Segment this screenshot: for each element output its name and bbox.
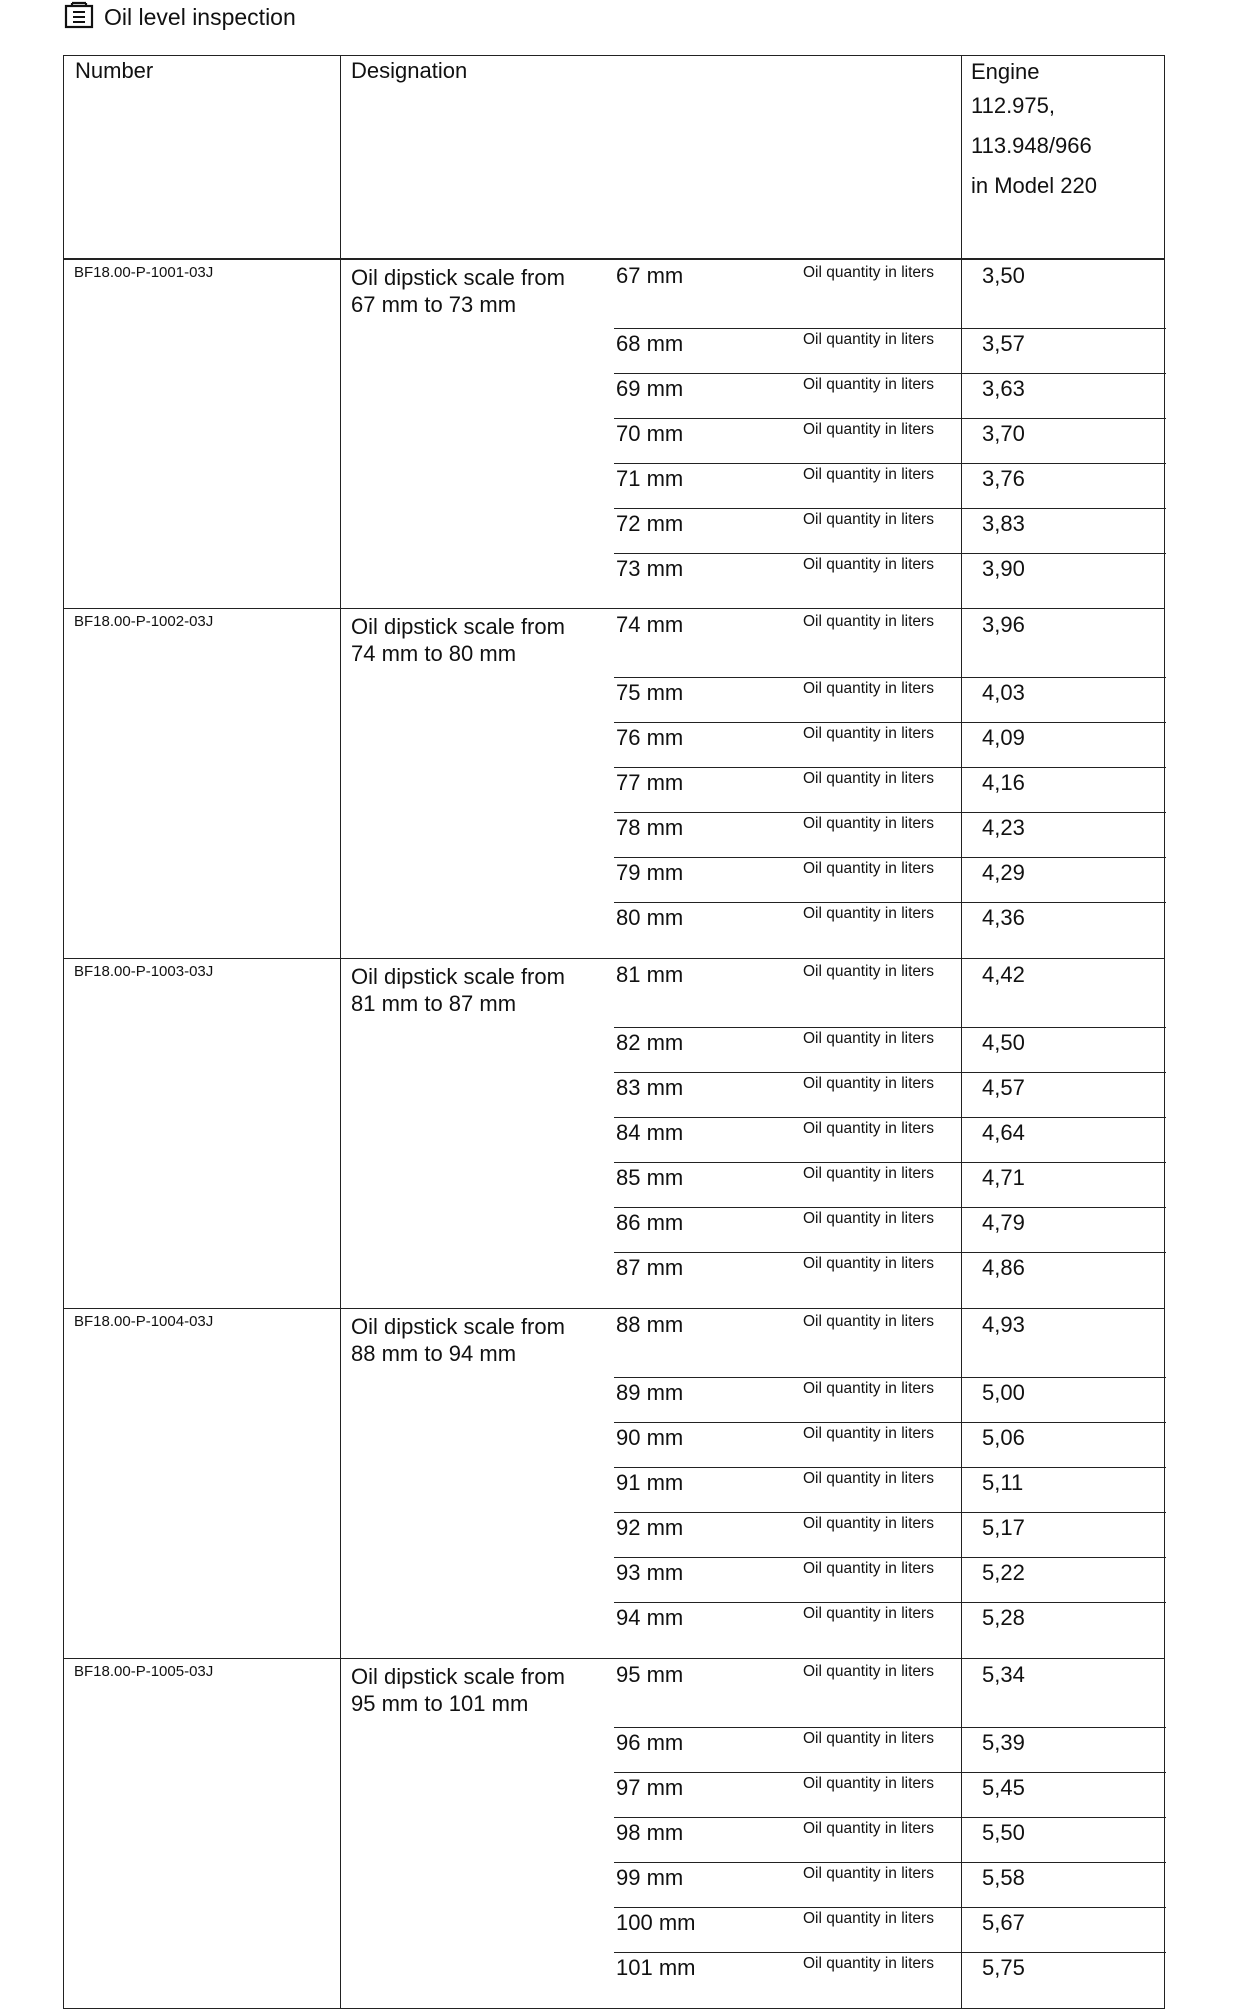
oil-quantity-value: 5,45 <box>982 1775 1025 1800</box>
table-row <box>614 1377 1166 1423</box>
quantity-label: Oil quantity in liters <box>803 556 934 573</box>
oil-quantity-value: 5,11 <box>982 1470 1024 1495</box>
table-row <box>614 373 1166 419</box>
dipstick-reading: 87 mm <box>616 1255 684 1280</box>
column-header-designation: Designation <box>351 58 468 83</box>
engine-line: in Model 220 <box>971 173 1097 198</box>
quantity-label: Oil quantity in liters <box>803 1255 934 1272</box>
part-number: BF18.00-P-1004-03J <box>74 1313 214 1330</box>
oil-quantity-value: 3,76 <box>982 466 1025 491</box>
designation-line: Oil dipstick scale from <box>351 265 565 290</box>
designation <box>351 613 591 667</box>
table-header <box>63 55 1165 259</box>
dipstick-reading: 73 mm <box>616 556 684 581</box>
dipstick-reading: 94 mm <box>616 1605 684 1630</box>
dipstick-reading: 99 mm <box>616 1865 684 1890</box>
table-row <box>614 959 1166 1027</box>
dipstick-reading: 85 mm <box>616 1165 684 1190</box>
oil-quantity-value: 4,29 <box>982 860 1025 885</box>
quantity-label: Oil quantity in liters <box>803 1865 934 1882</box>
oil-quantity-value: 5,39 <box>982 1730 1025 1755</box>
oil-quantity-value: 5,50 <box>982 1820 1025 1845</box>
dipstick-reading: 96 mm <box>616 1730 684 1755</box>
quantity-label: Oil quantity in liters <box>803 1120 934 1137</box>
oil-quantity-value: 4,64 <box>982 1120 1025 1145</box>
oil-quantity-value: 4,86 <box>982 1255 1025 1280</box>
dipstick-reading: 80 mm <box>616 905 684 930</box>
dipstick-reading: 98 mm <box>616 1820 684 1845</box>
oil-quantity-value: 4,23 <box>982 815 1025 840</box>
table-row <box>614 1162 1166 1208</box>
oil-quantity-value: 4,50 <box>982 1030 1025 1055</box>
oil-quantity-value: 3,57 <box>982 331 1025 356</box>
page-title: Oil level inspection <box>104 3 296 30</box>
quantity-label: Oil quantity in liters <box>803 331 934 348</box>
quantity-label: Oil quantity in liters <box>803 1910 934 1927</box>
designation-line: 95 mm to 101 mm <box>351 1691 529 1716</box>
oil-quantity-value: 4,79 <box>982 1210 1025 1235</box>
table-row <box>614 553 1166 611</box>
dipstick-reading: 86 mm <box>616 1210 684 1235</box>
table-row <box>614 1467 1166 1513</box>
table-row <box>614 418 1166 464</box>
quantity-label: Oil quantity in liters <box>803 905 934 922</box>
dipstick-reading: 79 mm <box>616 860 684 885</box>
quantity-label: Oil quantity in liters <box>803 421 934 438</box>
dipstick-reading: 75 mm <box>616 680 684 705</box>
dipstick-reading: 76 mm <box>616 725 684 750</box>
dipstick-reading: 100 mm <box>616 1910 696 1935</box>
table-row <box>614 1207 1166 1253</box>
quantity-label: Oil quantity in liters <box>803 511 934 528</box>
dipstick-reading: 72 mm <box>616 511 684 536</box>
quantity-label: Oil quantity in liters <box>803 1515 934 1532</box>
table-row <box>614 857 1166 903</box>
oil-quantity-value: 4,16 <box>982 770 1025 795</box>
designation-line: Oil dipstick scale from <box>351 964 565 989</box>
oil-quantity-value: 4,93 <box>982 1312 1025 1337</box>
engine-line: 113.948/966 <box>971 133 1092 158</box>
table-row <box>614 902 1166 960</box>
dipstick-reading: 68 mm <box>616 331 684 356</box>
quantity-label: Oil quantity in liters <box>803 1380 934 1397</box>
designation <box>351 1663 591 1717</box>
table-row <box>614 1952 1166 2010</box>
oil-quantity-value: 3,83 <box>982 511 1025 536</box>
table-row <box>614 1309 1166 1377</box>
column-header-number: Number <box>75 58 154 83</box>
dipstick-reading: 70 mm <box>616 421 684 446</box>
oil-quantity-value: 4,03 <box>982 680 1025 705</box>
oil-quantity-value: 4,42 <box>982 962 1025 987</box>
designation-line: 74 mm to 80 mm <box>351 641 517 666</box>
quantity-label: Oil quantity in liters <box>803 1210 934 1227</box>
dipstick-reading: 82 mm <box>616 1030 684 1055</box>
engine-label: Engine <box>971 59 1040 84</box>
quantity-label: Oil quantity in liters <box>803 1605 934 1622</box>
table-row <box>614 1252 1166 1310</box>
designation-line: Oil dipstick scale from <box>351 1664 565 1689</box>
table-row <box>614 1072 1166 1118</box>
dipstick-reading: 77 mm <box>616 770 684 795</box>
engine-line: 112.975, <box>971 93 1056 118</box>
oil-quantity-value: 3,96 <box>982 612 1025 637</box>
oil-quantity-value: 5,28 <box>982 1605 1025 1630</box>
quantity-label: Oil quantity in liters <box>803 613 934 630</box>
oil-quantity-value: 5,58 <box>982 1865 1025 1890</box>
quantity-label: Oil quantity in liters <box>803 1560 934 1577</box>
quantity-label: Oil quantity in liters <box>803 376 934 393</box>
oil-quantity-value: 5,22 <box>982 1560 1025 1585</box>
table-row <box>614 1557 1166 1603</box>
dipstick-reading: 89 mm <box>616 1380 684 1405</box>
page-header <box>64 2 296 32</box>
designation <box>351 1313 591 1367</box>
quantity-label: Oil quantity in liters <box>803 1730 934 1747</box>
quantity-label: Oil quantity in liters <box>803 725 934 742</box>
oil-quantity-value: 4,09 <box>982 725 1025 750</box>
table-row <box>614 1817 1166 1863</box>
dipstick-reading: 90 mm <box>616 1425 684 1450</box>
quantity-label: Oil quantity in liters <box>803 1820 934 1837</box>
table-row <box>614 1117 1166 1163</box>
part-number: BF18.00-P-1001-03J <box>74 264 214 281</box>
oil-quantity-value: 5,06 <box>982 1425 1025 1450</box>
table-row <box>614 1512 1166 1558</box>
table-row <box>614 508 1166 554</box>
table-row <box>614 260 1166 328</box>
oil-quantity-value: 3,63 <box>982 376 1025 401</box>
oil-quantity-value: 5,34 <box>982 1662 1025 1687</box>
table-row <box>614 767 1166 813</box>
quantity-label: Oil quantity in liters <box>803 680 934 697</box>
table-row <box>614 328 1166 374</box>
part-number: BF18.00-P-1003-03J <box>74 963 214 980</box>
dipstick-reading: 74 mm <box>616 612 684 637</box>
quantity-label: Oil quantity in liters <box>803 963 934 980</box>
table-row <box>614 677 1166 723</box>
oil-quantity-value: 5,67 <box>982 1910 1025 1935</box>
designation-line: Oil dipstick scale from <box>351 614 565 639</box>
dipstick-reading: 88 mm <box>616 1312 684 1337</box>
oil-quantity-value: 5,00 <box>982 1380 1025 1405</box>
quantity-label: Oil quantity in liters <box>803 264 934 281</box>
table-row <box>614 463 1166 509</box>
table-group <box>63 259 1165 609</box>
dipstick-reading: 91 mm <box>616 1470 684 1495</box>
table-row <box>614 1772 1166 1818</box>
part-number: BF18.00-P-1005-03J <box>74 1663 214 1680</box>
oil-quantity-value: 4,36 <box>982 905 1025 930</box>
quantity-label: Oil quantity in liters <box>803 1425 934 1442</box>
designation <box>351 963 591 1017</box>
table-row <box>614 1602 1166 1660</box>
quantity-label: Oil quantity in liters <box>803 466 934 483</box>
table-group <box>63 609 1165 959</box>
dipstick-reading: 83 mm <box>616 1075 684 1100</box>
quantity-label: Oil quantity in liters <box>803 1955 934 1972</box>
table-row <box>614 1422 1166 1468</box>
dipstick-reading: 97 mm <box>616 1775 684 1800</box>
quantity-label: Oil quantity in liters <box>803 1165 934 1182</box>
oil-quantity-value: 3,70 <box>982 421 1025 446</box>
oil-quantity-value: 5,17 <box>982 1515 1025 1540</box>
column-header-engine <box>971 58 1097 206</box>
dipstick-reading: 81 mm <box>616 962 684 987</box>
oil-quantity-value: 3,50 <box>982 263 1025 288</box>
dipstick-reading: 93 mm <box>616 1560 684 1585</box>
oil-quantity-value: 4,57 <box>982 1075 1025 1100</box>
table-row <box>614 1907 1166 1953</box>
quantity-label: Oil quantity in liters <box>803 815 934 832</box>
quantity-label: Oil quantity in liters <box>803 1775 934 1792</box>
dipstick-reading: 84 mm <box>616 1120 684 1145</box>
quantity-label: Oil quantity in liters <box>803 1075 934 1092</box>
oil-quantity-value: 5,75 <box>982 1955 1025 1980</box>
table-group <box>63 1309 1165 1659</box>
dipstick-reading: 92 mm <box>616 1515 684 1540</box>
dipstick-reading: 71 mm <box>616 466 684 491</box>
dipstick-reading: 67 mm <box>616 263 684 288</box>
quantity-label: Oil quantity in liters <box>803 1313 934 1330</box>
quantity-label: Oil quantity in liters <box>803 860 934 877</box>
designation-line: 81 mm to 87 mm <box>351 991 517 1016</box>
table-group <box>63 959 1165 1309</box>
dipstick-reading: 101 mm <box>616 1955 696 1980</box>
dipstick-reading: 69 mm <box>616 376 684 401</box>
designation <box>351 264 591 318</box>
oil-quantity-table <box>63 55 1165 2009</box>
designation-line: 67 mm to 73 mm <box>351 292 517 317</box>
table-row <box>614 722 1166 768</box>
table-row <box>614 609 1166 677</box>
part-number: BF18.00-P-1002-03J <box>74 613 214 630</box>
table-row <box>614 812 1166 858</box>
table-row <box>614 1862 1166 1908</box>
checklist-icon <box>64 1 94 34</box>
table-row <box>614 1659 1166 1727</box>
oil-quantity-value: 3,90 <box>982 556 1025 581</box>
dipstick-reading: 95 mm <box>616 1662 684 1687</box>
quantity-label: Oil quantity in liters <box>803 1663 934 1680</box>
table-group <box>63 1659 1165 2009</box>
quantity-label: Oil quantity in liters <box>803 1030 934 1047</box>
table-row <box>614 1027 1166 1073</box>
oil-quantity-value: 4,71 <box>982 1165 1025 1190</box>
table-row <box>614 1727 1166 1773</box>
quantity-label: Oil quantity in liters <box>803 770 934 787</box>
designation-line: 88 mm to 94 mm <box>351 1341 517 1366</box>
dipstick-reading: 78 mm <box>616 815 684 840</box>
quantity-label: Oil quantity in liters <box>803 1470 934 1487</box>
designation-line: Oil dipstick scale from <box>351 1314 565 1339</box>
